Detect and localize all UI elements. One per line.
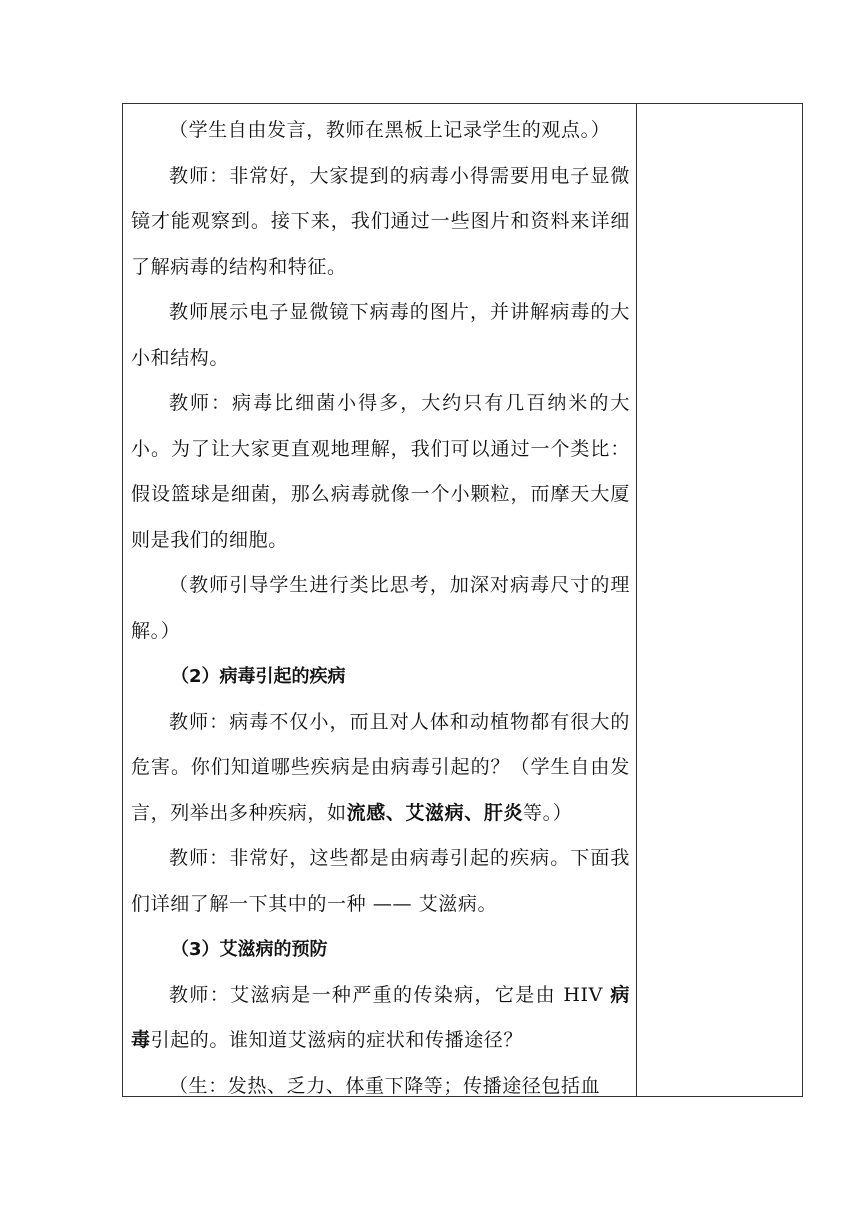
section-heading-aids-prevention: （3）艾滋病的预防 [171, 939, 328, 960]
notes-cell [637, 104, 802, 1096]
paragraph-virus-images: 教师展示电子显微镜下病毒的图片，并讲解病毒的大小和结构。 [131, 301, 630, 369]
keyword-virus: 病毒 [131, 983, 630, 1051]
section-heading-diseases: （2）病毒引起的疾病 [171, 666, 346, 687]
separator: 、 [464, 801, 484, 824]
content-cell [123, 104, 637, 1096]
paragraph-student-discussion: （学生自由发言，教师在黑板上记录学生的观点。） [169, 119, 611, 141]
keyword-flu: 流感 [346, 801, 386, 824]
paragraph-student-answer: （生：发热、乏力、体重下降等；传播途径包括血 [169, 1074, 601, 1096]
separator: 、 [385, 801, 406, 824]
text-segment: 教师：病毒不仅小，而且对人体和动植物都有很大的危害。你们知道哪些疾病是由病毒引起的？（学生自由发言，列举出多种疾病，如 [131, 710, 630, 824]
paragraph-hiv [131, 973, 630, 1064]
paragraph-analogy-thinking: （教师引导学生进行类比思考，加深对病毒尺寸的理解。） [131, 574, 630, 642]
text-segment: 教师：艾滋病是一种严重的传染病，它是由 HIV [169, 983, 611, 1006]
paragraph-teacher-microscope: 教师：非常好，大家提到的病毒小得需要用电子显微镜才能观察到。接下来，我们通过一些图片和资料来详细了解病毒的结构和特征。 [131, 164, 630, 278]
lesson-plan-table [122, 103, 803, 1097]
keyword-hepatitis: 肝炎 [483, 801, 524, 824]
keyword-aids: 艾滋病 [405, 801, 465, 824]
paragraph-virus-diseases [131, 700, 630, 837]
paragraph-aids-intro: 教师：非常好，这些都是由病毒引起的疾病。下面我们详细了解一下其中的一种 —— 艾滋病。 [131, 847, 630, 915]
text-segment: 等。） [523, 801, 573, 824]
paragraph-virus-size-analogy: 教师：病毒比细菌小得多，大约只有几百纳米的大小。为了让大家更直观地理解，我们可以通过一个类比：假设篮球是细菌，那么病毒就像一个小颗粒，而摩天大厦则是我们的细胞。 [131, 392, 630, 551]
text-segment: 引起的。谁知道艾滋病的症状和传播途径？ [150, 1029, 524, 1051]
